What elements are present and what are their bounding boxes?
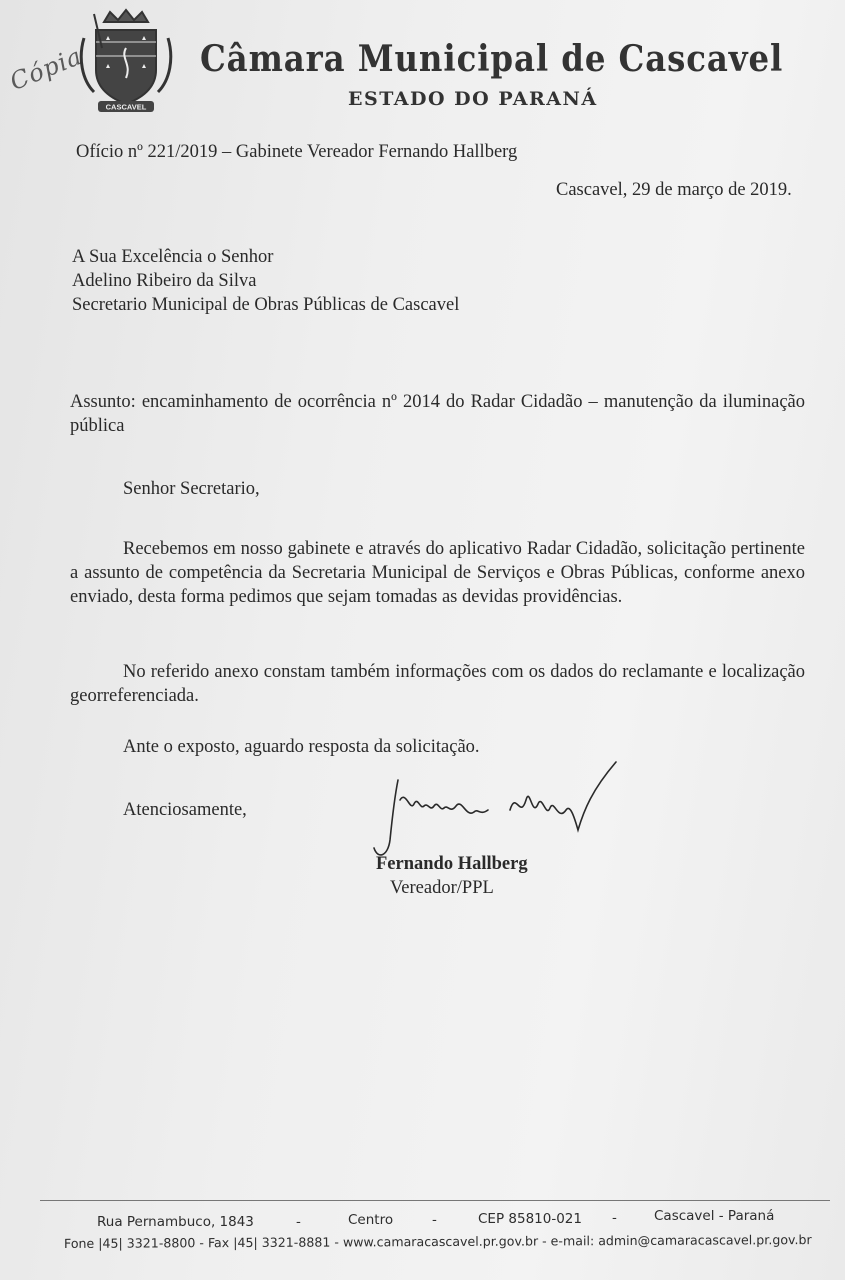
- recipient-line: Adelino Ribeiro da Silva: [72, 271, 257, 291]
- letter-subject: Assunto: encaminhamento de ocorrência nº 2014 do Radar Cidadão – manutenção da iluminação pública: [70, 392, 805, 436]
- body-paragraph: Ante o exposto, aguardo resposta da solicitação.: [123, 737, 480, 757]
- crest-label: CASCAVEL: [105, 102, 147, 112]
- footer-district: Centro: [348, 1212, 394, 1228]
- footer-address: Rua Pernambuco, 1843: [97, 1214, 254, 1230]
- state-name: ESTADO DO PARANÁ: [348, 88, 598, 110]
- footer-divider: [40, 1200, 830, 1201]
- body-paragraph: Recebemos em nosso gabinete e através do aplicativo Radar Cidadão, solicitação pertinente a assunto de competência da Secretaria Municipal de Serviços e Obras Públicas, conforme anexo enviado, desta forma pedimos que sejam tomadas as devidas providências.: [70, 539, 805, 607]
- recipient-line: A Sua Excelência o Senhor: [72, 247, 274, 267]
- recipient-line: Secretario Municipal de Obras Públicas de Cascavel: [72, 295, 460, 315]
- footer-city: Cascavel - Paraná: [654, 1208, 775, 1224]
- letter-reference: Ofício nº 221/2019 – Gabinete Vereador Fernando Hallberg: [76, 142, 518, 162]
- body-paragraph: No referido anexo constam também informações com os dados do reclamante e localização georreferenciada.: [70, 662, 805, 706]
- letter-date: Cascavel, 29 de março de 2019.: [556, 180, 792, 200]
- signer-title: Vereador/PPL: [390, 878, 494, 898]
- footer-separator: -: [612, 1210, 617, 1226]
- footer-separator: -: [296, 1214, 301, 1230]
- handwritten-copy-note: Cópia: [6, 41, 87, 96]
- closing: Atenciosamente,: [123, 800, 247, 820]
- footer-separator: -: [432, 1212, 437, 1228]
- institution-name: Câmara Municipal de Cascavel: [200, 38, 784, 80]
- city-crest-logo: [76, 8, 176, 116]
- salutation: Senhor Secretario,: [123, 479, 260, 499]
- signer-name: Fernando Hallberg: [376, 854, 528, 874]
- footer-contacts: Fone |45| 3321-8800 - Fax |45| 3321-8881 - www.camaracascavel.pr.gov.br - e-mail: admin@camaracascavel.pr.gov.br: [63, 1232, 812, 1251]
- footer-cep: CEP 85810-021: [478, 1211, 582, 1227]
